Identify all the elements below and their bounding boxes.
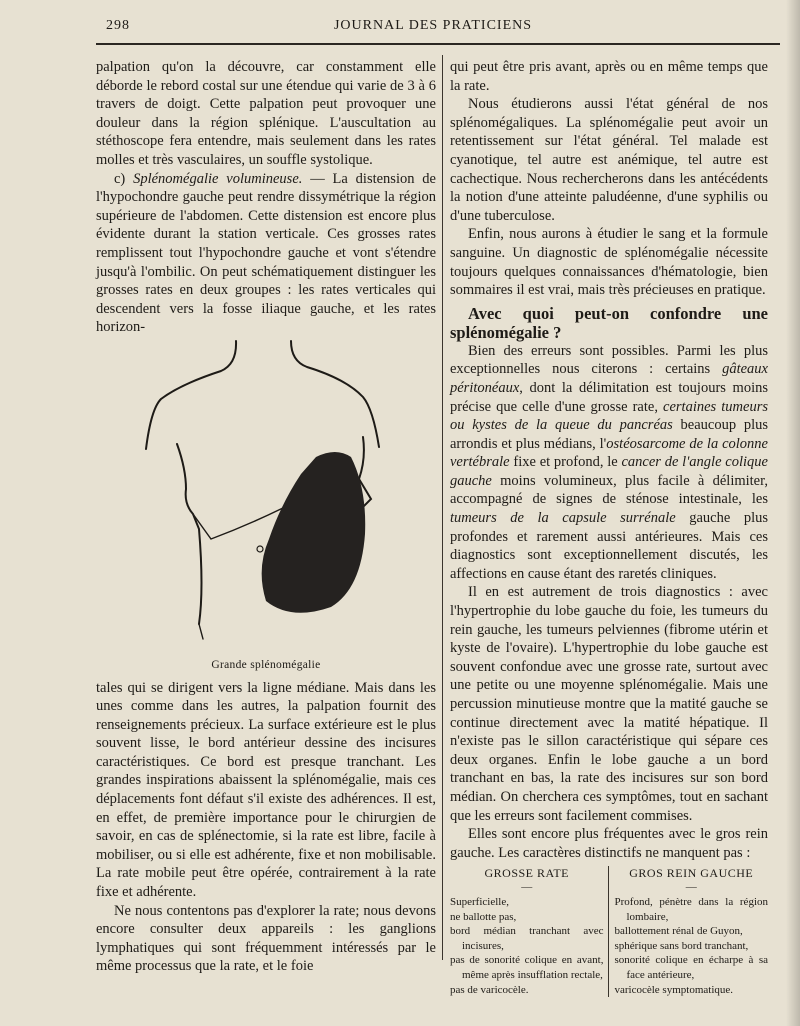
running-header bbox=[96, 18, 770, 42]
figure bbox=[96, 339, 436, 675]
table-header: GROSSE RATE bbox=[484, 866, 569, 881]
page-edge-shadow bbox=[786, 0, 800, 1026]
table-row: varicocèle symptomatique. bbox=[614, 983, 734, 996]
paragraph: Elles sont encore plus fréquentes avec le gros rein gauche. Les caractères distinctifs ne manquent pas : bbox=[450, 826, 768, 861]
journal-title: JOURNAL DES PRATICIENS bbox=[333, 18, 533, 33]
table-row: Superficielle, bbox=[450, 895, 509, 908]
paragraph: Nous étudierons aussi l'état général de nos splénomégaliques. La splénomégalie peut avoir un retentissement sur l'état général. Tel malade est cyanotique, tel autre est anémique, tel autre est cachectique. Nous rechercherons dans les antécédents la notion d'une atteinte paludéenne, d'une syphilis ou d'une tuberculose. bbox=[450, 96, 768, 224]
figure-caption: Grande splénomégalie bbox=[211, 658, 321, 671]
header-rule bbox=[96, 43, 780, 45]
column-divider bbox=[442, 55, 443, 960]
paragraph: Ne nous contentons pas d'explorer la rate; nous devons encore consulter deux appareils : les ganglions lymphatiques qui sont fréquemment intéressés par le même processus que la rate, et le foie bbox=[96, 902, 436, 975]
table-header: GROS REIN GAUCHE bbox=[629, 866, 754, 881]
paragraph: palpation qu'on la découvre, car constamment elle déborde le rebord costal sur une étendue qui varie de 3 à 6 travers de doigt. Cette palpation peut provoquer une douleur dans la région splénique. L'auscultation au stéthoscope fera entendre, mais seulement dans les rates molles et très vasculaires, un souffle systolique. bbox=[96, 59, 436, 168]
torso-illustration bbox=[141, 339, 391, 654]
table-row: sonorité colique en écharpe à sa face antérieure, bbox=[614, 954, 768, 981]
right-column bbox=[450, 58, 768, 997]
table-row: Profond, pénètre dans la région lombaire, bbox=[614, 895, 768, 923]
table-row: sphérique sans bord tranchant, bbox=[614, 939, 749, 952]
comparison-table bbox=[450, 866, 768, 997]
page-number: 298 bbox=[106, 18, 130, 33]
table-row: pas de varicocèle. bbox=[450, 983, 529, 996]
paragraph: c) Splénomégalie volumineuse. — La distension de l'hypochondre gauche peut rendre dissymétrique la région supérieure de l'abdomen. Cette distension est encore plus évidente durant la station verticale. Ces grosses rates remplissent tout l'hypochondre gauche et vont s'étendre jusqu'à l'ombilic. On peut schématiquement distinguer les grosses rates en deux groupes : les rates verticales qui descendent vers la fosse iliaque gauche, et les rates horizon- bbox=[96, 170, 436, 336]
paragraph: Enfin, nous aurons à étudier le sang et la formule sanguine. Un diagnostic de splénomégalie nécessite toujours quelques connaissances d'hématologie, bien sommaires il est vrai, mais très précieuses en pratique. bbox=[450, 226, 768, 299]
table-row: ne ballotte pas, bbox=[450, 910, 517, 923]
paragraph: tales qui se dirigent vers la ligne médiane. Mais dans les unes comme dans les autres, la palpation fournit des renseignements précieux. La surface extérieure est le plus souvent lisse, le bord antérieur dessine des incisures caractéristiques. Ce bord est presque tranchant. Les grandes inspirations abaissent la splénomégalie, mais ces déplacements font défaut s'il existe des adhérences. Il est, en effet, de première importance pour le chirurgien de savoir, en cas de splénectomie, si la rate est libre, facile à mobiliser, ou si elle est adhérente, fixe et non mobilisable. La rate mobile peut être opérée, contrairement à la rate fixe et adhérente. bbox=[96, 679, 436, 901]
table-row: ballottement rénal de Guyon, bbox=[614, 925, 743, 938]
table-column-rein: GROS REIN GAUCHE — Profond, pénètre dans la région lombaire, ballottement rénal de Guyon, sphérique sans bord tranchant, sonorité colique en écharpe à sa face antérieure, varicocèle symptomatique. bbox=[608, 866, 769, 997]
table-row: pas de sonorité colique en avant, même après insufflation rectale, bbox=[450, 954, 604, 981]
paragraph: qui peut être pris avant, après ou en même temps que la rate. bbox=[450, 59, 768, 94]
left-column bbox=[96, 58, 436, 976]
spleen-shape bbox=[262, 452, 366, 613]
table-column-rate: GROSSE RATE — Superficielle, ne ballotte pas, bord médian tranchant avec incisures, pas de sonorité colique en avant, même après insufflation rectale, pas de varicocèle. bbox=[450, 866, 604, 996]
subsection-title: Splénomégalie volumineuse. bbox=[133, 170, 303, 187]
paragraph: Il en est autrement de trois diagnostics : avec l'hypertrophie du lobe gauche du foie, les tumeurs du rein gauche, les tumeurs pelviennes (fibrome utérin et kyste de l'ovaire). L'hypertrophie du lobe gauche est souvent confondue avec une grosse rate, surtout avec une petite ou une moyenne splénomégalie. Mais une percussion minutieuse montre que la matité gauche se continue directement avec la matité hépatique. Il n'existe pas le sillon caractéristique qui sépare ces deux organes. Enfin le lobe gauche a un bord tranchant en bas, la rate des incisures sur son bord médian. On cherchera ces symptômes, tout en sachant que les erreurs sont facilement commises. bbox=[450, 584, 768, 824]
table-row: bord médian tranchant avec incisures, bbox=[450, 925, 604, 952]
section-heading: Avec quoi peut-on confondre une splénomégalie ? bbox=[450, 303, 768, 342]
paragraph: Bien des erreurs sont possibles. Parmi les plus exceptionnelles nous citerons : certains gâteaux péritonéaux, dont la délimitation est toujours moins précise que celle d'une grosse rate, certaines tumeurs ou kystes de la queue du pancréas beaucoup plus arrondis et plus médians, l'ostéosarcome de la colonne vertébrale fixe et profond, le cancer de l'angle colique gauche moins volumineux, plus facile à délimiter, accompagné de signes de sténose intestinale, les tumeurs de la capsule surrénale gauche plus profondes et rarement aussi antérieures. Mais ces diagnostics sont exceptionnellement discutés, les affections en cause étant des raretés cliniques. bbox=[450, 342, 768, 582]
